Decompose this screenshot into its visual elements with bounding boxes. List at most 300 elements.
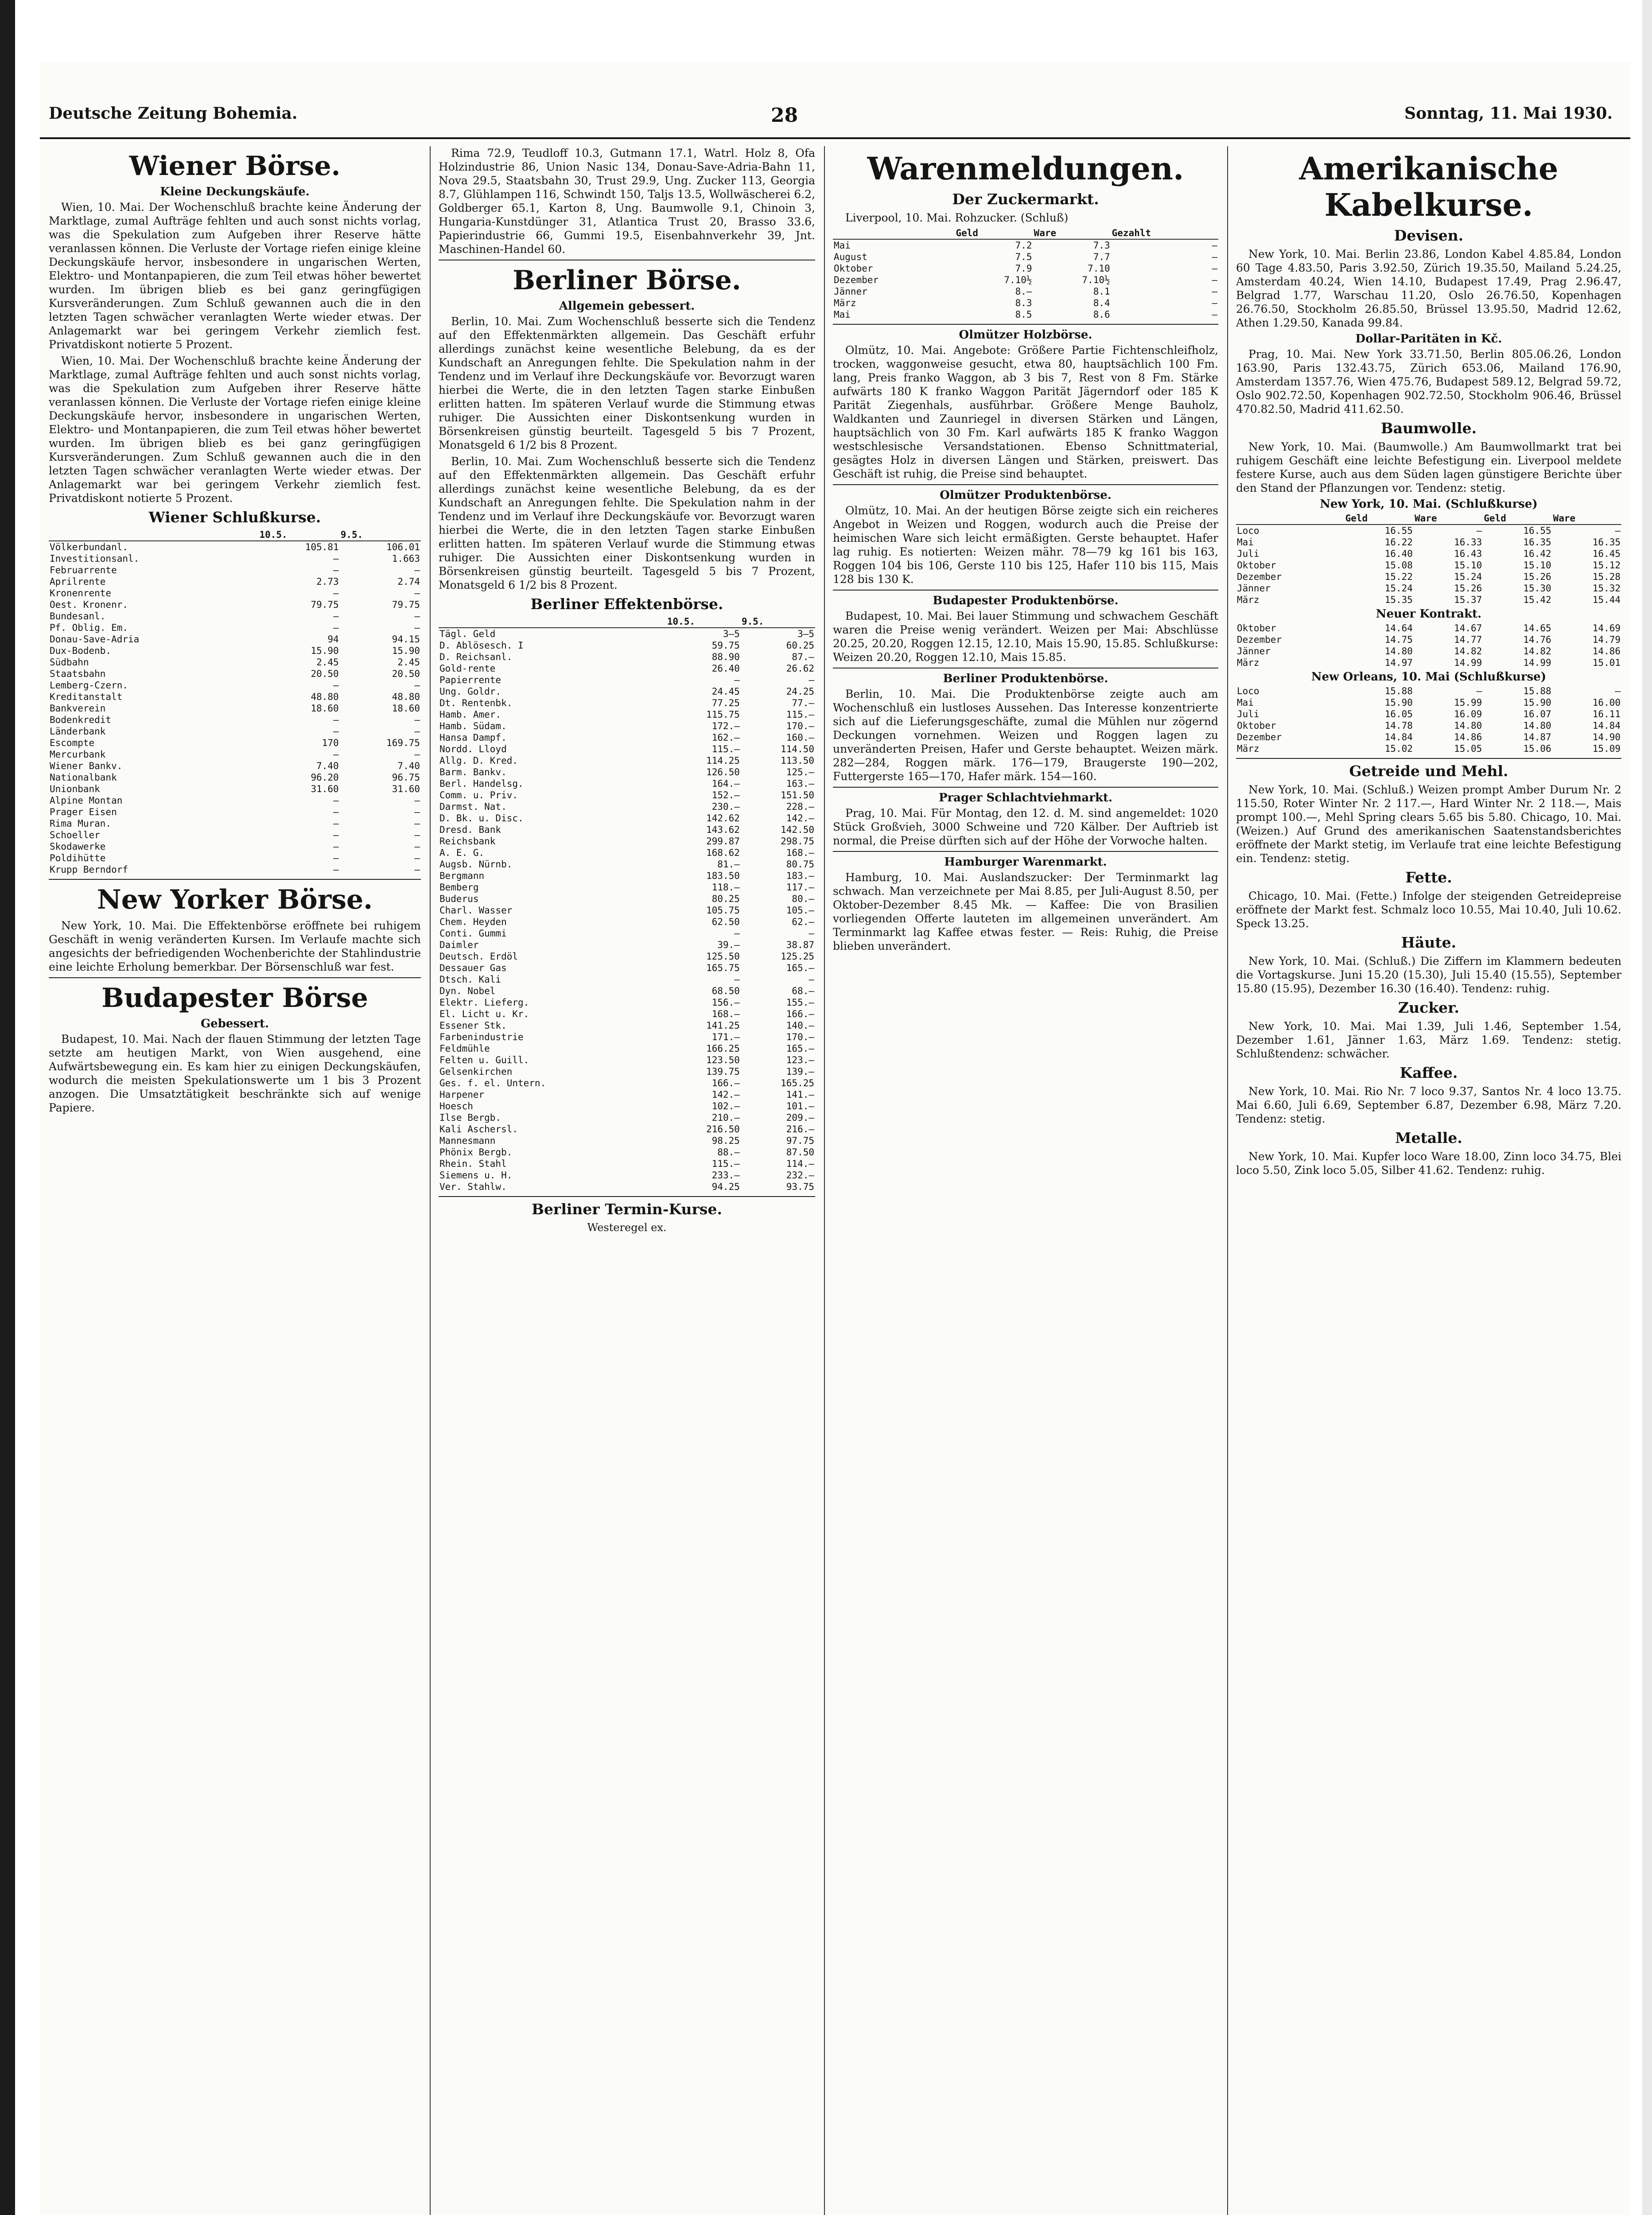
prager-schlachtviehmarkt-title: Prager Schlachtviehmarkt. bbox=[938, 791, 1113, 804]
table-row bbox=[49, 703, 421, 714]
table-row bbox=[439, 1008, 815, 1020]
table-row bbox=[1236, 571, 1621, 583]
row-label: Investitionsanl. bbox=[50, 553, 140, 564]
row-value: 7.2 bbox=[1015, 240, 1032, 251]
row-label: Dezember bbox=[1237, 732, 1282, 742]
hamburger-warenmarkt-text: Hamburg, 10. Mai. Auslandszucker: Der Terminmarkt lag schwach. Man verzeichnete per Mai 8.85, per Juli-August 8.50, per Oktober-Dezember 8.45 Mk. — Kaffee: Die von Brasilien vorliegenden Offerte lauteten im allgemeinen unverändert. Am Terminmarkt lag Kaffee etwas fester. — Reis: Ruhig, die Preise blieben unverändert. bbox=[833, 871, 1218, 952]
table-row bbox=[439, 928, 815, 939]
row-label: Alpine Montan bbox=[50, 795, 123, 806]
row-value: 170.— bbox=[786, 1032, 814, 1042]
issue-date: Sonntag, 11. Mai 1930. bbox=[1404, 104, 1613, 123]
row-value: 15.01 bbox=[1592, 657, 1621, 668]
row-value: 123.— bbox=[786, 1055, 814, 1065]
table-row bbox=[49, 633, 421, 645]
row-label: Südbahn bbox=[50, 657, 89, 668]
row-value: 8.5 bbox=[1015, 309, 1032, 320]
column-header bbox=[833, 227, 955, 239]
table-row bbox=[439, 663, 815, 674]
table-row bbox=[439, 882, 815, 893]
table-row bbox=[439, 1043, 815, 1054]
table-row bbox=[439, 697, 815, 709]
row-value: 8.— bbox=[1015, 286, 1032, 297]
table-row bbox=[49, 737, 421, 749]
column-header bbox=[439, 616, 666, 628]
table-row bbox=[439, 1123, 815, 1135]
table-row bbox=[833, 309, 1218, 320]
row-value: 152.— bbox=[711, 790, 740, 801]
olmuetzer-produktenboerse-text: Olmütz, 10. Mai. An der heutigen Börse zeigte sich ein reicheres Angebot in Weizen und Roggen, wodurch auch die Preise der heimischen Ware sich leicht ermäßigten. Gerste behauptet. Hafer lag ruhig. Es notierten: Weizen mähr. 78—79 kg 161 bis 163, Roggen 104 bis 106, Gerste 110 bis 125, Hafer 110 bis 115, Mais 128 bis 130 K. bbox=[833, 504, 1218, 586]
row-value: 209.— bbox=[786, 1112, 814, 1123]
row-label: Jänner bbox=[1237, 583, 1271, 594]
table-row bbox=[1236, 731, 1621, 743]
berliner-boerse-title: Berliner Börse. bbox=[513, 265, 741, 296]
row-value: — bbox=[414, 680, 420, 691]
row-value: — bbox=[333, 830, 339, 840]
table-row bbox=[439, 1031, 815, 1043]
row-value: — bbox=[414, 841, 420, 852]
table-row bbox=[1236, 548, 1621, 560]
row-label: Deutsch. Erdöl bbox=[439, 951, 518, 962]
row-value: 171.— bbox=[711, 1032, 740, 1042]
column-header bbox=[49, 529, 258, 541]
column-wiener-boerse bbox=[49, 146, 421, 2215]
row-value: 7.9 bbox=[1015, 263, 1032, 274]
row-label: Schoeller bbox=[50, 830, 100, 840]
berliner-effektenboerse-table bbox=[439, 616, 815, 1193]
row-label: Pf. Oblig. Em. bbox=[50, 622, 128, 633]
table-row bbox=[49, 680, 421, 691]
row-value: — bbox=[333, 853, 339, 863]
table-row bbox=[49, 564, 421, 576]
row-value: 125.25 bbox=[781, 951, 814, 962]
table-row bbox=[49, 657, 421, 668]
table-row bbox=[439, 997, 815, 1008]
row-value: — bbox=[1212, 275, 1217, 285]
table-row bbox=[439, 686, 815, 697]
row-value: 31.60 bbox=[392, 784, 420, 794]
row-value: 15.05 bbox=[1454, 743, 1482, 754]
metalle-text: New York, 10. Mai. Kupfer loco Ware 18.00, Zinn loco 34.75, Blei loco 5.50, Zink loco 5.05, Silber 41.62. Tendenz: ruhig. bbox=[1236, 1150, 1621, 1177]
row-value: 7.5 bbox=[1015, 252, 1032, 262]
table-row bbox=[439, 743, 815, 755]
table-row bbox=[439, 951, 815, 962]
row-value: 143.62 bbox=[706, 824, 740, 835]
divider bbox=[1236, 758, 1621, 759]
row-value: 14.75 bbox=[1384, 634, 1413, 645]
table-row bbox=[49, 553, 421, 564]
row-label: Bemberg bbox=[439, 882, 479, 893]
row-value: 94 bbox=[327, 634, 339, 645]
row-value: 14.84 bbox=[1384, 732, 1413, 742]
row-label: A. E. G. bbox=[439, 847, 485, 858]
row-label: Reichsbank bbox=[439, 836, 496, 847]
row-value: 15.90 bbox=[311, 645, 339, 656]
row-value: 80.25 bbox=[711, 894, 740, 904]
row-label: Dezember bbox=[1237, 634, 1282, 645]
row-value: 7.40 bbox=[397, 761, 420, 771]
row-value: 48.80 bbox=[392, 692, 420, 702]
table-row bbox=[49, 760, 421, 772]
table-row bbox=[1236, 697, 1621, 708]
row-value: 62.— bbox=[792, 917, 814, 927]
table-row bbox=[1236, 657, 1621, 668]
row-value: 16.43 bbox=[1454, 548, 1482, 559]
table-row bbox=[49, 806, 421, 818]
kaffee-title: Kaffee. bbox=[1399, 1064, 1458, 1081]
row-value: — bbox=[414, 795, 420, 806]
olmuetzer-holzboerse-text: Olmütz, 10. Mai. Angebote: Größere Partie Fichtenschleifholz, trocken, waggonweise gesucht, etwa 80, hauptsächlich 100 Fm. lang, Preis franko Waggon, ab 3 bis 7, Rest von 8 Fm. Stärke aufwärts 180 K franko Waggon Parität Jägerndorf oder 185 K Parität Ziegenhals, ausführbar. Größere Menge Bauholz, Waldkanten und Zaunriegel in diversen Stärken und Längen, hauptsächlich von 30 Fm. Karl aufwärts 185 K franko Waggon westschlesische Versandstationen. Ebenso Schnittmaterial, gesägtes Holz in diversen Längen und Stärken, preiswert. Das Geschäft ist ruhig, die Preise sind behauptet. bbox=[833, 344, 1218, 480]
row-value: 18.60 bbox=[311, 703, 339, 714]
row-label: Phönix Bergb. bbox=[439, 1147, 513, 1158]
row-value: — bbox=[809, 675, 814, 685]
row-label: Nordd. Lloyd bbox=[439, 744, 507, 754]
divider bbox=[833, 484, 1218, 485]
table-row bbox=[439, 778, 815, 789]
row-label: Prager Eisen bbox=[50, 807, 117, 817]
zuckermarkt-table bbox=[833, 227, 1218, 320]
row-label: Skodawerke bbox=[50, 841, 106, 852]
row-value: 228.— bbox=[786, 801, 814, 812]
row-label: Oktober bbox=[1237, 560, 1276, 571]
row-value: 7.3 bbox=[1093, 240, 1110, 251]
row-label: Donau-Save-Adria bbox=[50, 634, 140, 645]
row-value: 105.— bbox=[786, 905, 814, 916]
row-value: 15.90 bbox=[1523, 697, 1551, 708]
new-orleans-table bbox=[1236, 685, 1621, 754]
row-value: 117.— bbox=[786, 882, 814, 893]
row-label: Loco bbox=[1237, 686, 1259, 696]
row-value: 15.08 bbox=[1384, 560, 1413, 571]
warenmeldungen-title: Warenmeldungen. bbox=[867, 150, 1184, 187]
row-value: 169.75 bbox=[386, 738, 420, 748]
row-label: Bundesanl. bbox=[50, 611, 106, 622]
row-value: 118.— bbox=[711, 882, 740, 893]
table-row bbox=[439, 628, 815, 640]
zucker-title: Zucker. bbox=[1398, 999, 1459, 1016]
table-row bbox=[49, 599, 421, 610]
row-label: D. Ablösesch. I bbox=[439, 640, 524, 651]
row-label: Krupp Berndorf bbox=[50, 864, 128, 875]
row-value: 79.75 bbox=[392, 599, 420, 610]
wiener-boerse-text: Wien, 10. Mai. Der Wochenschluß brachte keine Änderung der Marktlage, zumal Aufträge fehlten und auch sonst nichts vorlag, was die Spekulation zum Aufgeben ihrer Reserve hätte veranlassen können. Die Verluste der Vortage riefen einige kleine Deckungskäufe hervor, insbesondere in ungarischen Werten, Elektro- und Montanpapieren, die zum Teil etwas höher bewertet wurden. Im übrigen blieb es bei ganz geringfügigen Kursveränderungen. Zum Schluß gewannen auch die in den letzten Tagen schwächer veranlagten Werte wieder etwas. Der Anlagemarkt war bei geringem Verkehr ziemlich fest. Privatdiskont notierte 5 Prozent. bbox=[49, 201, 421, 351]
row-value: — bbox=[414, 588, 420, 598]
table-row bbox=[49, 852, 421, 864]
row-value: 39.— bbox=[717, 940, 740, 950]
dollar-paritaeten-title: Dollar-Paritäten in Kč. bbox=[1355, 332, 1502, 346]
row-value: 105.75 bbox=[706, 905, 740, 916]
row-value: 94.25 bbox=[711, 1181, 740, 1192]
row-value: 48.80 bbox=[311, 692, 339, 702]
table-row bbox=[439, 1066, 815, 1077]
row-label: Ung. Goldr. bbox=[439, 686, 501, 697]
row-value: — bbox=[414, 749, 420, 760]
table-row bbox=[1236, 708, 1621, 720]
row-value: 16.45 bbox=[1592, 548, 1621, 559]
row-value: 15.22 bbox=[1384, 571, 1413, 582]
row-value: 115.75 bbox=[706, 709, 740, 720]
row-value: — bbox=[414, 853, 420, 863]
row-value: 3—5 bbox=[797, 629, 814, 639]
row-label: Gold-rente bbox=[439, 663, 496, 674]
column-header: Ware bbox=[1414, 513, 1483, 525]
row-label: August bbox=[834, 252, 867, 262]
row-value: — bbox=[333, 795, 339, 806]
row-value: 216.— bbox=[786, 1124, 814, 1135]
row-value: 140.— bbox=[786, 1020, 814, 1031]
table-row bbox=[439, 916, 815, 928]
table-row bbox=[1236, 634, 1621, 645]
row-label: Buderus bbox=[439, 894, 479, 904]
row-label: Dux-Bodenb. bbox=[50, 645, 112, 656]
row-value: 15.90 bbox=[1384, 697, 1413, 708]
row-value: 14.80 bbox=[1384, 646, 1413, 657]
ny-schlusskurse-title: New York, 10. Mai. (Schlußkurse) bbox=[1320, 497, 1538, 511]
row-value: 7.40 bbox=[316, 761, 339, 771]
table-row bbox=[439, 1089, 815, 1100]
row-value: 14.99 bbox=[1523, 657, 1551, 668]
row-value: 31.60 bbox=[311, 784, 339, 794]
row-value: 123.50 bbox=[706, 1055, 740, 1065]
row-value: 163.— bbox=[786, 778, 814, 789]
row-value: — bbox=[414, 565, 420, 575]
divider bbox=[833, 851, 1218, 852]
row-label: Dezember bbox=[1237, 571, 1282, 582]
row-value: — bbox=[333, 864, 339, 875]
row-label: Bergmann bbox=[439, 870, 485, 881]
row-value: 230.— bbox=[711, 801, 740, 812]
kaffee-text: New York, 10. Mai. Rio Nr. 7 loco 9.37, Santos Nr. 4 loco 13.75. Mai 6.60, Juli 6.69, September 6.87, Dezember 6.98, März 7.20. Tendenz: stetig. bbox=[1236, 1085, 1621, 1125]
row-value: 299.87 bbox=[706, 836, 740, 847]
row-label: Berl. Handelsg. bbox=[439, 778, 524, 789]
zuckermarkt-text: Liverpool, 10. Mai. Rohzucker. (Schluß) bbox=[845, 211, 1069, 224]
berliner-produktenboerse-title: Berliner Produktenbörse. bbox=[943, 672, 1108, 685]
row-value: 62.50 bbox=[711, 917, 740, 927]
row-value: 2.74 bbox=[397, 576, 420, 587]
wiener-boerse-text-cont: Wien, 10. Mai. Der Wochenschluß brachte keine Änderung der Marktlage, zumal Aufträge fehlten und auch sonst nichts vorlag, was die Spekulation zum Aufgeben ihrer Reserve hätte veranlassen können. Die Verluste der Vortage riefen einige kleine Deckungskäufe hervor, insbesondere in ungarischen Werten, Elektro- und Montanpapieren, die zum Teil etwas höher bewertet wurden. Im übrigen blieb es bei ganz geringfügigen Kursveränderungen. Zum Schluß gewannen auch die in den letzten Tagen schwächer veranlagten Werte wieder etwas. Der Anlagemarkt war bei geringem Verkehr ziemlich fest. Privatdiskont notierte 5 Prozent. bbox=[49, 354, 421, 505]
row-value: 15.09 bbox=[1592, 743, 1621, 754]
column-header: Geld bbox=[1483, 513, 1552, 525]
table-row bbox=[1236, 622, 1621, 634]
wiener-boerse-subtitle: Kleine Deckungskäufe. bbox=[160, 185, 310, 198]
row-label: Ver. Stahlw. bbox=[439, 1181, 507, 1192]
table-row bbox=[439, 1054, 815, 1066]
row-value: — bbox=[333, 726, 339, 737]
row-label: Unionbank bbox=[50, 784, 100, 794]
dollar-paritaeten-text: Prag, 10. Mai. New York 33.71.50, Berlin 805.06.26, London 163.90, Paris 132.43.75, Zürich 653.06, Mailand 176.90, Amsterdam 1357.76, Wien 475.76, Budapest 589.12, Belgrad 59.72, Oslo 902.72.50, Kopenhagen 902.72.50, Stockholm 906.46, Brüssel 470.82.50, Madrid 411.62.50. bbox=[1236, 348, 1621, 416]
row-value: 7.10 bbox=[1088, 263, 1110, 274]
row-value: — bbox=[1212, 252, 1217, 262]
row-label: Feldmühle bbox=[439, 1043, 490, 1054]
newspaper-name: Deutsche Zeitung Bohemia. bbox=[49, 104, 298, 123]
table-row bbox=[1236, 720, 1621, 731]
row-label: Februarrente bbox=[50, 565, 117, 575]
row-value: 1.663 bbox=[392, 553, 420, 564]
row-label: Gelsenkirchen bbox=[439, 1066, 513, 1077]
table-row bbox=[439, 893, 815, 905]
table-row bbox=[49, 622, 421, 633]
row-value: — bbox=[414, 864, 420, 875]
new-orleans-title: New Orleans, 10. Mai (Schlußkurse) bbox=[1311, 670, 1547, 684]
row-value: 16.07 bbox=[1523, 709, 1551, 719]
budapester-boerse-subtitle: Gebessert. bbox=[200, 1017, 269, 1030]
row-value: 142.62 bbox=[706, 813, 740, 824]
table-row bbox=[439, 985, 815, 997]
row-value: 14.76 bbox=[1523, 634, 1551, 645]
row-label: Poldihütte bbox=[50, 853, 106, 863]
row-value: 14.87 bbox=[1523, 732, 1551, 742]
table-row bbox=[439, 812, 815, 824]
row-value: 156.— bbox=[711, 997, 740, 1008]
table-row bbox=[49, 841, 421, 852]
neuer-kontrakt-table bbox=[1236, 622, 1621, 668]
row-value: 155.— bbox=[786, 997, 814, 1008]
baumwolle-title: Baumwolle. bbox=[1380, 420, 1477, 437]
new-yorker-boerse-title: New Yorker Börse. bbox=[97, 884, 373, 915]
row-label: Ges. f. el. Untern. bbox=[439, 1078, 546, 1088]
table-row bbox=[439, 939, 815, 951]
row-value: 14.86 bbox=[1454, 732, 1482, 742]
row-value: 68.— bbox=[792, 986, 814, 996]
table-row bbox=[439, 640, 815, 651]
row-label: Comm. u. Priv. bbox=[439, 790, 518, 801]
table-row bbox=[49, 818, 421, 829]
row-value: — bbox=[333, 749, 339, 760]
row-label: Dtsch. Kali bbox=[439, 974, 501, 985]
row-label: Völkerbundanl. bbox=[50, 542, 128, 552]
table-row bbox=[439, 651, 815, 663]
row-label: Dresd. Bank bbox=[439, 824, 501, 835]
row-label: Dt. Rentenbk. bbox=[439, 698, 513, 708]
row-value: 15.44 bbox=[1592, 595, 1621, 605]
newspaper-page bbox=[40, 62, 1630, 2215]
row-label: Chem. Heyden bbox=[439, 917, 507, 927]
row-value: 14.65 bbox=[1523, 623, 1551, 633]
table-row bbox=[439, 755, 815, 766]
row-value: 142.50 bbox=[781, 824, 814, 835]
row-value: — bbox=[333, 715, 339, 725]
row-value: 18.60 bbox=[392, 703, 420, 714]
row-value: 166.— bbox=[786, 1009, 814, 1019]
row-value: — bbox=[734, 974, 740, 985]
table-row bbox=[439, 835, 815, 847]
row-value: 15.24 bbox=[1454, 571, 1482, 582]
haeute-text: New York, 10. Mai. (Schluß.) Die Ziffern im Klammern bedeuten die Vortagskurse. Juni 15.20 (15.30), Juli 15.40 (15.55), September 15.80 (15.95), Dezember 16.30 (16.40). Tendenz: ruhig. bbox=[1236, 955, 1621, 995]
row-value: 88.— bbox=[717, 1147, 740, 1158]
row-value: 139.75 bbox=[706, 1066, 740, 1077]
row-value: 7.10½ bbox=[1082, 275, 1110, 285]
fette-text: Chicago, 10. Mai. (Fette.) Infolge der steigenden Getreidepreise eröffnete der Markt fest. Schmalz loco 10.55, Mai 10.40, Juli 10.62. Speck 13.25. bbox=[1236, 890, 1621, 930]
row-label: Bodenkredit bbox=[50, 715, 112, 725]
row-value: 168.62 bbox=[706, 847, 740, 858]
row-value: 126.50 bbox=[706, 767, 740, 777]
row-label: Mai bbox=[1237, 697, 1254, 708]
row-value: 165.75 bbox=[706, 963, 740, 973]
row-value: 114.50 bbox=[781, 744, 814, 754]
row-value: 96.20 bbox=[311, 772, 339, 783]
table-row bbox=[833, 286, 1218, 297]
row-value: 97.75 bbox=[786, 1135, 814, 1146]
table-row bbox=[49, 795, 421, 806]
row-label: D. Reichsanl. bbox=[439, 652, 513, 662]
row-value: 20.50 bbox=[392, 668, 420, 679]
row-label: Nationalbank bbox=[50, 772, 117, 783]
row-value: 232.— bbox=[786, 1170, 814, 1181]
row-value: 16.55 bbox=[1523, 525, 1551, 536]
table-row bbox=[49, 749, 421, 760]
row-value: 14.78 bbox=[1384, 720, 1413, 731]
table-row bbox=[439, 801, 815, 812]
column-header: Ware bbox=[1033, 227, 1111, 239]
divider bbox=[833, 787, 1218, 788]
row-value: — bbox=[1476, 525, 1482, 536]
row-label: Rima Muran. bbox=[50, 818, 112, 829]
row-label: D. Bk. u. Disc. bbox=[439, 813, 524, 824]
devisen-title: Devisen. bbox=[1394, 227, 1464, 244]
column-header: Geld bbox=[1345, 513, 1414, 525]
row-value: 166.25 bbox=[706, 1043, 740, 1054]
row-value: — bbox=[414, 726, 420, 737]
row-value: 14.80 bbox=[1454, 720, 1482, 731]
row-value: 26.40 bbox=[711, 663, 740, 674]
row-value: 16.00 bbox=[1592, 697, 1621, 708]
row-value: 87.50 bbox=[786, 1147, 814, 1158]
row-label: Siemens u. H. bbox=[439, 1170, 513, 1181]
row-value: 165.25 bbox=[781, 1078, 814, 1088]
row-value: 166.— bbox=[711, 1078, 740, 1088]
column-header: 10.5. bbox=[666, 616, 741, 628]
row-label: Dyn. Nobel bbox=[439, 986, 496, 996]
row-value: 15.12 bbox=[1592, 560, 1621, 571]
row-label: Hansa Dampf. bbox=[439, 732, 507, 743]
row-value: 142.— bbox=[711, 1089, 740, 1100]
row-value: — bbox=[414, 807, 420, 817]
row-value: 14.97 bbox=[1384, 657, 1413, 668]
row-value: 210.— bbox=[711, 1112, 740, 1123]
column-header: Gezahlt bbox=[1111, 227, 1218, 239]
table-row bbox=[439, 905, 815, 916]
row-label: März bbox=[834, 298, 856, 308]
row-label: Kronenrente bbox=[50, 588, 112, 598]
column-header bbox=[1236, 513, 1345, 525]
table-row bbox=[439, 974, 815, 985]
row-value: 88.90 bbox=[711, 652, 740, 662]
row-value: — bbox=[809, 928, 814, 939]
row-value: — bbox=[414, 830, 420, 840]
row-value: 8.6 bbox=[1093, 309, 1110, 320]
row-value: 16.40 bbox=[1384, 548, 1413, 559]
hamburger-warenmarkt-title: Hamburger Warenmarkt. bbox=[944, 855, 1107, 869]
row-label: Daimler bbox=[439, 940, 479, 950]
table-row bbox=[1236, 560, 1621, 571]
zucker-text: New York, 10. Mai. Mai 1.39, Juli 1.46, September 1.54, Dezember 1.61, Jänner 1.63, März 1.69. Tendenz: stetig. Schlußtendenz: schwächer. bbox=[1236, 1020, 1621, 1060]
row-value: 15.24 bbox=[1384, 583, 1413, 594]
table-row bbox=[1236, 743, 1621, 754]
row-value: 16.09 bbox=[1454, 709, 1482, 719]
footer-note: Westeregel ex. bbox=[587, 1221, 667, 1234]
row-value: 38.87 bbox=[786, 940, 814, 950]
row-value: 16.55 bbox=[1384, 525, 1413, 536]
row-label: Barm. Bankv. bbox=[439, 767, 507, 777]
row-value: 151.50 bbox=[781, 790, 814, 801]
row-value: 14.80 bbox=[1523, 720, 1551, 731]
berliner-produktenboerse-text: Berlin, 10. Mai. Die Produktenbörse zeigte auch am Wochenschluß ein lustloses Aussehen. Das Interesse konzentrierte sich auf die Lieferungsgeschäfte, zumal die Mühlen nur zögernd Deckungen vornehmen. Weizen und Roggen lagen zu unveränderten Preisen, Hafer und Gerste behauptet. Weizen märk. 282—284, Roggen märk. 176—179, Braugerste 190—202, Futtergerste 165—170, Hafer märk. 154—160. bbox=[833, 688, 1218, 783]
table-row bbox=[833, 297, 1218, 309]
row-value: — bbox=[1615, 686, 1621, 696]
page-header bbox=[40, 104, 1630, 131]
table-row bbox=[1236, 536, 1621, 548]
row-value: 106.01 bbox=[386, 542, 420, 552]
row-label: Darmst. Nat. bbox=[439, 801, 507, 812]
